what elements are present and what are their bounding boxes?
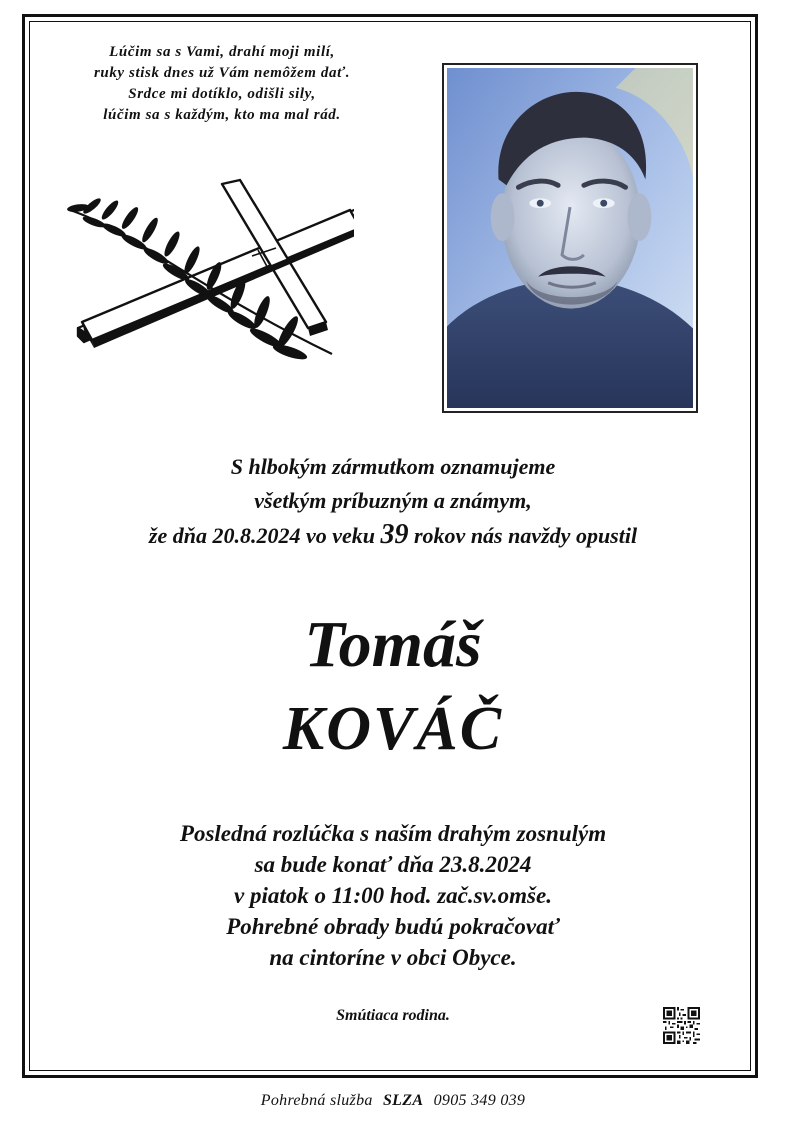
family-signature: Smútiaca rodina. <box>336 1007 450 1024</box>
poem-line: Srdce mi dotíklo, odišli sily, <box>128 86 316 102</box>
poem-line: Lúčim sa s Vami, drahí moji milí, <box>109 44 335 60</box>
funeral-service-footer <box>0 1092 786 1110</box>
deceased-first-name: Tomáš <box>304 608 482 681</box>
cross-with-palm-branch-icon <box>64 172 354 372</box>
deceased-last-name: KOVÁČ <box>282 695 504 763</box>
funeral-line: na cintoríne v obci Obyce. <box>269 945 517 970</box>
funeral-line: v piatok o 11:00 hod. zač.sv.omše. <box>234 883 552 908</box>
age-value: 39 <box>380 519 409 550</box>
poem-line: ruky stisk dnes už Vám nemôžem dať. <box>93 65 351 81</box>
funeral-line: Pohrebné obrady budú pokračovať <box>226 914 560 939</box>
poem-line: lúčim sa s každým, kto ma mal rád. <box>103 107 341 123</box>
announcement-line-2: všetkým príbuzným a známym, <box>254 488 532 513</box>
portrait-photo-frame <box>442 63 698 413</box>
funeral-details <box>40 818 746 973</box>
announcement <box>40 450 746 553</box>
funeral-line: Posledná rozlúčka s naším drahým zosnulým <box>179 821 607 846</box>
portrait-photo <box>447 68 693 408</box>
announcement-line-3-end: rokov nás navždy opustil <box>414 523 638 548</box>
death-date-text: že dňa 20.8.2024 vo veku <box>148 523 375 548</box>
announcement-line-3 <box>40 518 746 553</box>
service-phone[interactable]: 0905 349 039 <box>433 1092 526 1109</box>
service-brand: SLZA <box>382 1092 424 1109</box>
announcement-line-1: S hlbokým zármutkom oznamujeme <box>230 454 556 479</box>
farewell-poem <box>52 42 392 126</box>
funeral-line: sa bude konať dňa 23.8.2024 <box>254 852 532 877</box>
service-label: Pohrebná služba <box>260 1092 373 1109</box>
qr-code-icon[interactable] <box>663 1007 700 1044</box>
